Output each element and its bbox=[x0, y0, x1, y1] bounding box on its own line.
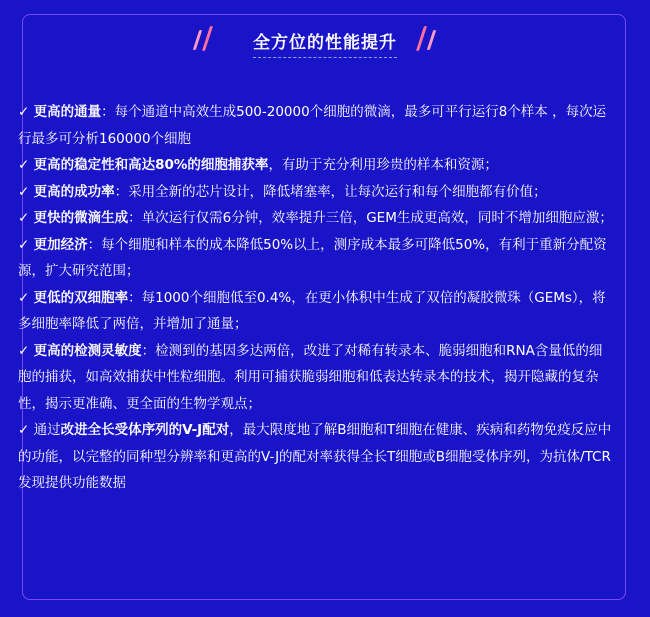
feature-title: 更加经济 bbox=[33, 236, 88, 253]
feature-text: ：每1000个细胞低至0.4%，在更小体积中生成了双倍的凝胶微珠（GEMs），将多细胞率降低了两倍，并增加了通量； bbox=[18, 289, 606, 332]
feature-title: 改进全长受体序列的V-J配对 bbox=[60, 422, 230, 438]
check-icon: ✓ bbox=[18, 236, 30, 253]
feature-item bbox=[18, 285, 614, 338]
feature-text: ：单次运行仅需6分钟，效率提升三倍，GEM生成更高效，同时不增加细胞应激； bbox=[128, 210, 613, 226]
title-wrap bbox=[0, 28, 650, 58]
check-icon: ✓ bbox=[18, 342, 30, 359]
check-icon: ✓ bbox=[18, 104, 30, 120]
feature-text: ：每个细胞和样本的成本降低50%以上，测序成本最多可降低50%，有利于重新分配资源，扩大研究范围； bbox=[18, 236, 607, 279]
check-icon: ✓ bbox=[18, 183, 30, 200]
feature-text: ，有助于充分利用珍贵的样本和资源； bbox=[268, 157, 498, 173]
feature-item bbox=[18, 205, 614, 232]
feature-text: ，最大限度地了解B细胞和T细胞在健康、疾病和药物免疫反应中的功能，以完整的同种型分辨率和更高的V-J的配对率获得全长T细胞或B细胞受体序列，为抗体/TCR发现提供功能数据 bbox=[18, 422, 612, 491]
feature-list bbox=[18, 99, 614, 497]
feature-title: 更高的检测灵敏度 bbox=[33, 342, 142, 359]
feature-item bbox=[18, 338, 614, 418]
feature-prefix: 通过 bbox=[33, 422, 61, 438]
feature-title: 更快的微滴生成 bbox=[33, 210, 129, 226]
feature-item bbox=[18, 232, 614, 285]
feature-title: 更高的通量 bbox=[33, 104, 102, 120]
check-icon: ✓ bbox=[18, 210, 30, 226]
feature-text: ：每个通道中高效生成500-20000个细胞的微滴，最多可平行运行8个样本 ，每次运行最多可分析160000个细胞 bbox=[18, 104, 607, 147]
feature-title: 更低的双细胞率 bbox=[33, 289, 129, 306]
check-icon: ✓ bbox=[18, 289, 30, 306]
feature-item bbox=[18, 152, 614, 179]
feature-item bbox=[18, 417, 614, 497]
feature-title: 更高的稳定性和高达80%的细胞捕获率 bbox=[33, 157, 269, 173]
feature-text: ：采用全新的芯片设计，降低堵塞率，让每次运行和每个细胞都有价值； bbox=[114, 183, 547, 200]
check-icon: ✓ bbox=[18, 422, 30, 438]
page-title: 全方位的性能提升 bbox=[253, 28, 397, 58]
feature-text: ：检测到的基因多达两倍，改进了对稀有转录本、脆弱细胞和RNA含量低的细胞的捕获，如高效捕获中性粒细胞。利用可捕获脆弱细胞和低表达转录本的技术，揭开隐藏的复杂性，揭示更准确、更全面的生物学观点； bbox=[18, 342, 603, 412]
check-icon: ✓ bbox=[18, 157, 30, 173]
feature-item bbox=[18, 179, 614, 206]
feature-title: 更高的成功率 bbox=[33, 183, 115, 200]
feature-item bbox=[18, 99, 614, 152]
